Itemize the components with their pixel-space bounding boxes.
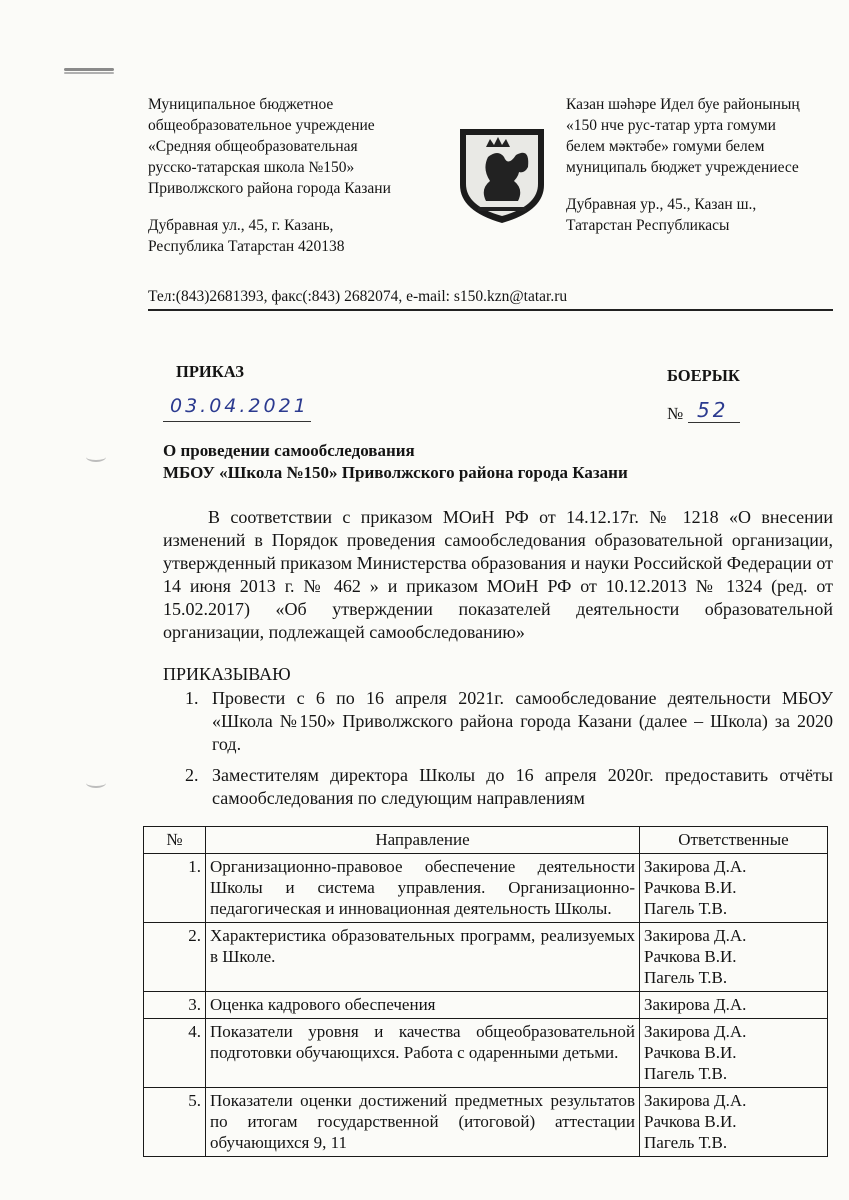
header-divider (148, 309, 833, 311)
table-row (144, 854, 828, 923)
number-label: № (667, 404, 684, 423)
responsible-person: Рачкова В.И. (644, 1112, 737, 1131)
header-responsible: Ответственные (640, 827, 828, 854)
row-direction: Характеристика образовательных программ, реализуемых в Школе. (206, 923, 640, 992)
table-row (144, 1088, 828, 1157)
address-line: Дубравная ул., 45, г. Казань, (148, 217, 334, 234)
responsible-person: Пагель Т.В. (644, 1064, 728, 1083)
row-responsible (640, 923, 828, 992)
header-direction: Направление (206, 827, 640, 854)
item-text: Заместителям директора Школы до 16 апреля 2020г. предоставить отчёты самообследования по следующим направлениям (212, 765, 833, 808)
subject-line-1: О проведении самообследования (163, 441, 415, 460)
subject-line-2: МБОУ «Школа №150» Приволжского района города Казани (163, 463, 628, 482)
row-direction: Организационно-правовое обеспечение деятельности Школы и система управления. Организационно-педагогическая и инновационная деятельность Школы. (206, 854, 640, 923)
date-underline (163, 421, 311, 422)
org-line: общеобразовательное учреждение (148, 117, 375, 134)
preamble (163, 506, 833, 644)
order-subject (163, 440, 628, 484)
order-date: 03.04.2021 (170, 395, 309, 417)
directions-table (143, 826, 828, 1157)
scan-artifact (64, 68, 114, 71)
responsible-person: Закирова Д.А. (644, 1091, 747, 1110)
list-item (163, 687, 833, 756)
order-number: 52 (697, 398, 729, 422)
item-number: 2. (185, 765, 199, 785)
header-num: № (144, 827, 206, 854)
responsible-person: Рачкова В.И. (644, 1043, 737, 1062)
address-line: Дубравная ур., 45., Казан ш., (566, 196, 757, 213)
address-line: Республика Татарстан 420138 (148, 238, 345, 255)
row-number: 1. (144, 854, 206, 923)
table-row (144, 1019, 828, 1088)
row-responsible (640, 992, 828, 1019)
list-item (163, 764, 833, 810)
org-line: русско-татарская школа №150» (148, 159, 355, 176)
scan-artifact (64, 72, 114, 74)
order-title-ru: ПРИКАЗ (176, 362, 244, 381)
responsible-person: Закирова Д.А. (644, 995, 747, 1014)
hole-punch-mark (86, 452, 106, 462)
responsible-person: Пагель Т.В. (644, 899, 728, 918)
org-line: Муниципальное бюджетное (148, 96, 334, 113)
responsible-person: Закирова Д.А. (644, 926, 747, 945)
kazan-emblem-icon (458, 127, 546, 225)
responsible-person: Закирова Д.А. (644, 857, 747, 876)
org-line: Казан шәһәре Идел буе районының (566, 96, 800, 113)
order-title-tt: БОЕРЫК (667, 366, 740, 385)
address-line: Татарстан Республикасы (566, 217, 730, 234)
table-row (144, 923, 828, 992)
row-direction: Оценка кадрового обеспечения (206, 992, 640, 1019)
order-word: ПРИКАЗЫВАЮ (163, 664, 291, 684)
row-direction: Показатели оценки достижений предметных результатов по итогам государственной (итоговой) аттестации обучающихся 9, 11 (206, 1088, 640, 1157)
row-responsible (640, 1088, 828, 1157)
row-number: 4. (144, 1019, 206, 1088)
item-number: 1. (185, 688, 199, 708)
responsible-person: Рачкова В.И. (644, 947, 737, 966)
hole-punch-mark (86, 778, 106, 788)
responsible-person: Закирова Д.А. (644, 1022, 747, 1041)
responsible-person: Рачкова В.И. (644, 878, 737, 897)
row-responsible (640, 1019, 828, 1088)
item-text: Провести с 6 по 16 апреля 2021г. самообследование деятельности МБОУ «Школа №150» Приволжского района города Казани (далее – Школа) за 2020 год. (212, 688, 833, 754)
table-header-row (144, 827, 828, 854)
responsible-person: Пагель Т.В. (644, 968, 728, 987)
org-line: Приволжского района города Казани (148, 180, 391, 197)
table-row (144, 992, 828, 1019)
org-line: белем мәктәбе» гомуми белем (566, 138, 765, 155)
order-items (163, 687, 833, 818)
org-line: «Средняя общеобразовательная (148, 138, 358, 155)
preamble-text: В соответствии с приказом МОиН РФ от 14.12.17г. № 1218 «О внесении изменений в Порядок проведения самообследования образовательной организации, утвержденный приказом Министерства образования и науки Российской Федерации от 14 июня 2013 г. № 462 » и приказом МОиН РФ от 10.12.2013 № 1324 (ред. от 15.02.2017) «Об утверждении показателей деятельности образовательной организации, подлежащей самообследованию» (163, 507, 833, 642)
row-responsible (640, 854, 828, 923)
letterhead-right (566, 94, 800, 236)
row-number: 5. (144, 1088, 206, 1157)
org-line: муниципаль бюджет учреждениесе (566, 159, 799, 176)
number-underline (688, 422, 740, 423)
org-line: «150 нче рус-татар урта гомуми (566, 117, 776, 134)
contacts-line: Тел:(843)2681393, факс(:843) 2682074, e-mail: s150.kzn@tatar.ru (148, 288, 568, 305)
row-direction: Показатели уровня и качества общеобразовательной подготовки обучающихся. Работа с одаренными детьми. (206, 1019, 640, 1088)
letterhead-left (148, 94, 391, 257)
row-number: 3. (144, 992, 206, 1019)
responsible-person: Пагель Т.В. (644, 1133, 728, 1152)
row-number: 2. (144, 923, 206, 992)
